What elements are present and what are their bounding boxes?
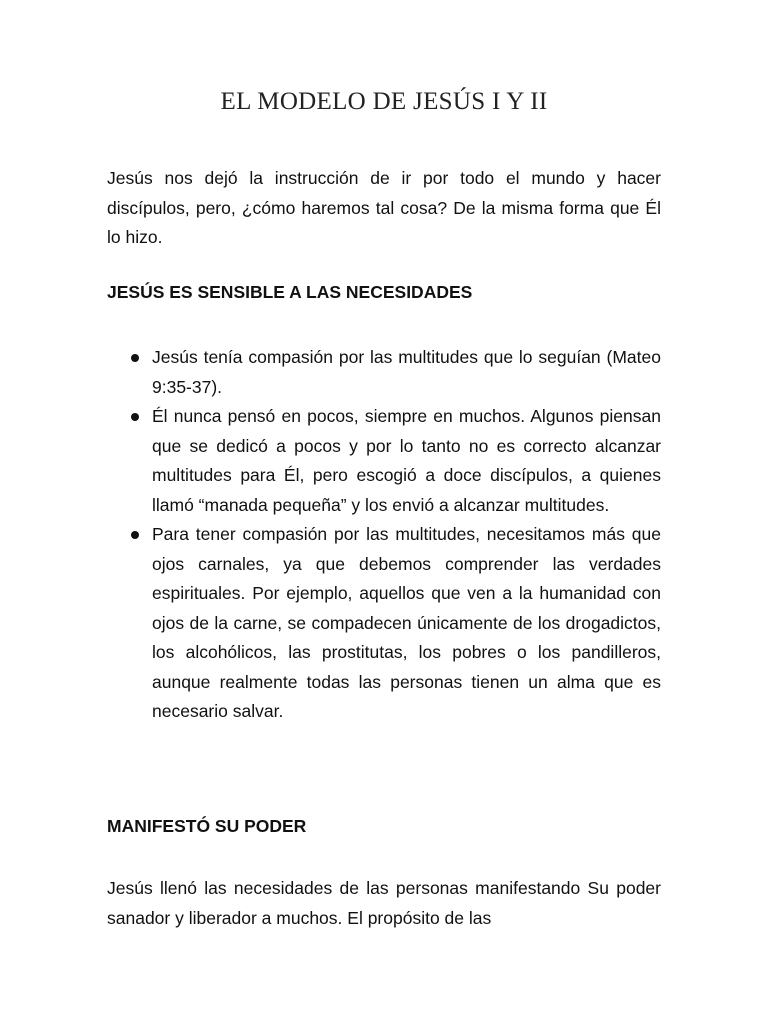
bullet-icon [131,413,139,421]
bullet-list [107,343,661,727]
list-item [107,402,661,520]
document-title: EL MODELO DE JESÚS I Y II [220,88,548,115]
list-item [107,520,661,727]
bullet-icon [131,531,139,539]
section-heading-poder: MANIFESTÓ SU PODER [107,816,307,836]
section-heading-sensible: JESÚS ES SENSIBLE A LAS NECESIDADES [107,282,473,302]
bullet-icon [131,354,139,362]
bullet-text: Jesús tenía compasión por las multitudes que lo seguían (Mateo 9:35-37). [152,347,661,397]
closing-paragraph: Jesús llenó las necesidades de las personas manifestando Su poder sanador y liberador a muchos. El propósito de las [107,878,661,928]
bullet-text: Para tener compasión por las multitudes, necesitamos más que ojos carnales, ya que debemos comprender las verdades espirituales. Por ejemplo, aquellos que ven a la humanidad con ojos de la carne, se compadecen únicamente de los drogadictos, los alcohólicos, las prostitutas, los pobres o los pandilleros, aunque realmente todas las personas tienen un alma que es necesario salvar. [152,524,661,721]
intro-paragraph: Jesús nos dejó la instrucción de ir por todo el mundo y hacer discípulos, pero, ¿cómo haremos tal cosa? De la misma forma que Él lo hizo. [107,168,661,247]
list-item [107,343,661,402]
bullet-text: Él nunca pensó en pocos, siempre en muchos. Algunos piensan que se dedicó a pocos y por lo tanto no es correcto alcanzar multitudes para Él, pero escogió a doce discípulos, a quienes llamó “manada pequeña” y los envió a alcanzar multitudes. [152,406,661,515]
